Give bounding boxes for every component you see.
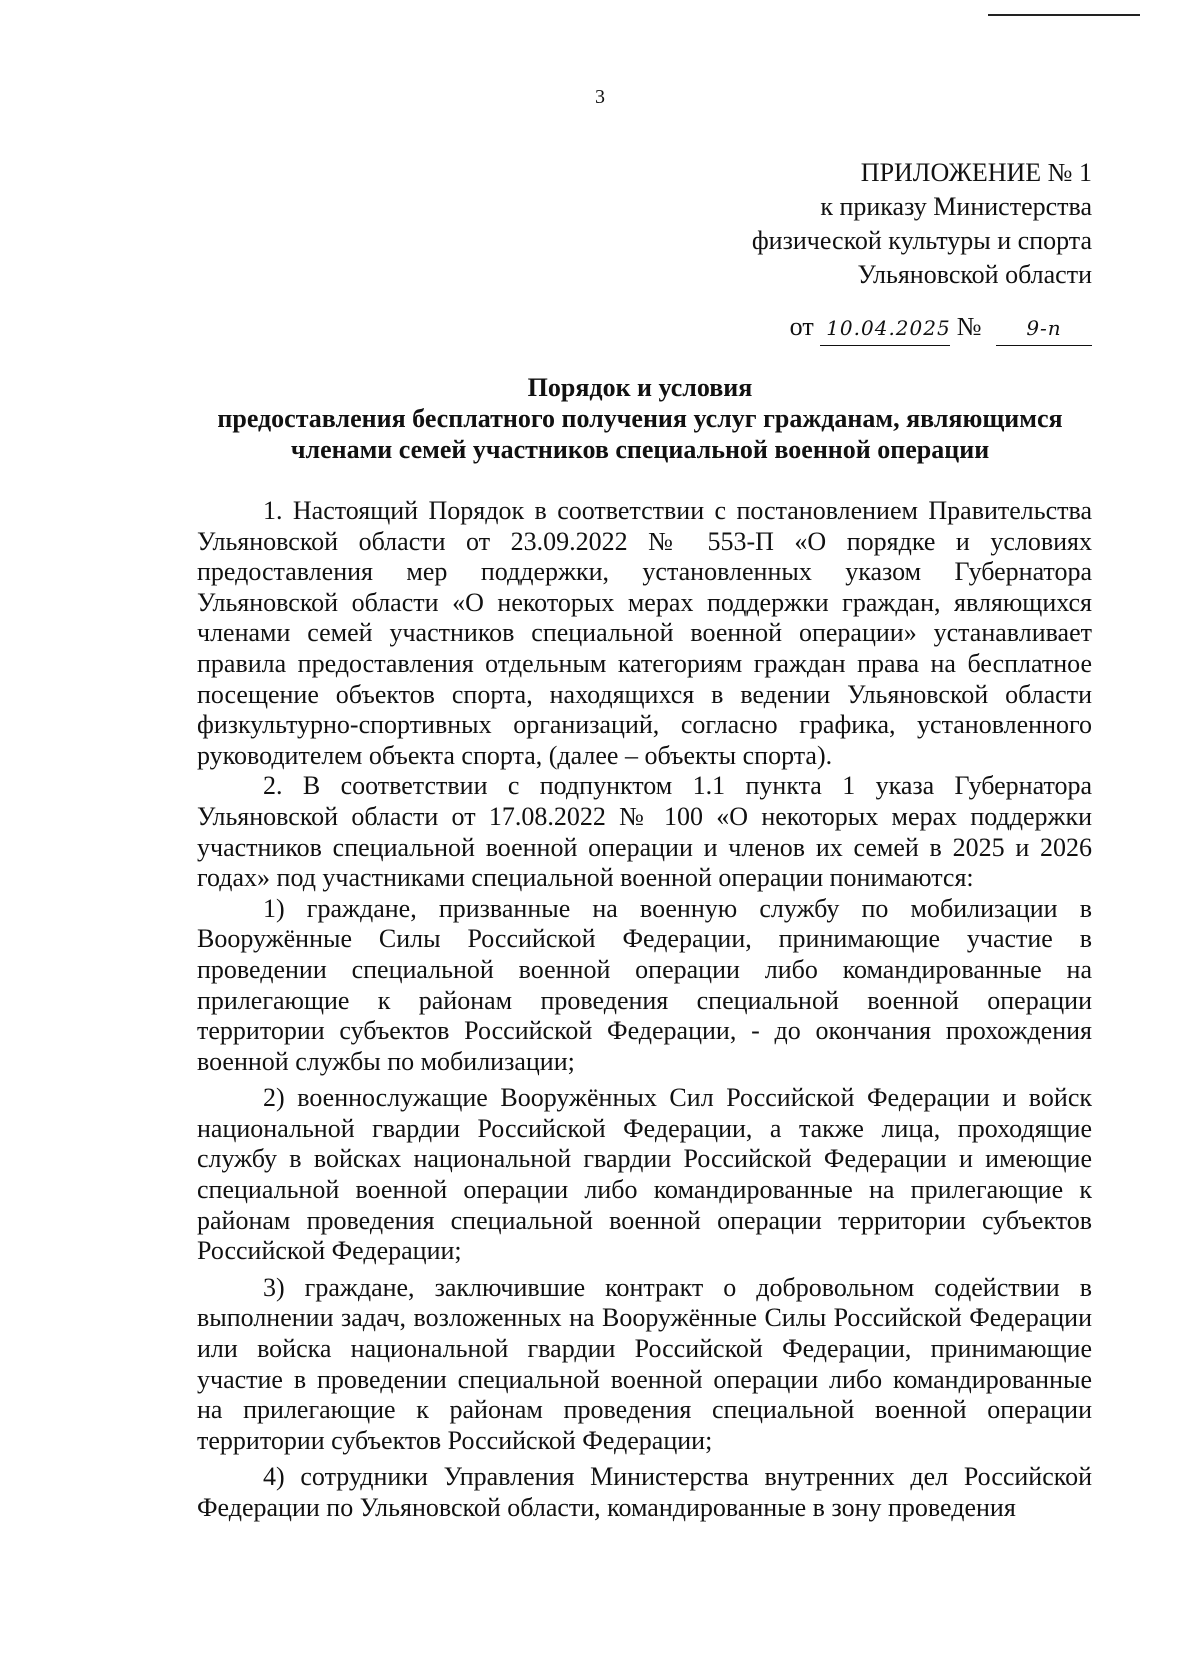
order-number-handwritten: 9-п <box>996 311 1092 346</box>
paragraph-1: 1. Настоящий Порядок в соответствии с постановлением Правительства Ульяновской области от 23.09.2022 № 553-П «О порядке и условиях предоставления мер поддержки, установленных указом Губернатора Ульяновской области «О некоторых мерах поддержки граждан, являющихся членами семей участников специальной военной операции» устанавливает правила предоставления отдельным категориям граждан права на бесплатное посещение объектов спорта, находящихся в ведении Ульяновской области физкультурно-спортивных организаций, согласно графика, установленного руководителем объекта спорта, (далее – объекты спорта). <box>197 496 1092 770</box>
document-body <box>197 496 1092 1524</box>
list-item-2: 2) военнослужащие Вооружённых Сил Российской Федерации и войск национальной гвардии Российской Федерации, а также лица, проходящие службу в войсках национальной гвардии Российской Федерации и имеющие специальной военной операции либо командированные на прилегающие к районам проведения специальной военной операции территории субъектов Российской Федерации; <box>197 1083 1092 1266</box>
appendix-line: физической культуры и спорта <box>751 226 1092 255</box>
list-item-3: 3) граждане, заключившие контракт о добровольном содействии в выполнении задач, возложенных на Вооружённые Силы Российской Федерации или войска национальной гвардии Российской Федерации, принимающие участие в проведении специальной военной операции либо командированные на прилегающие к районам проведения специальной военной операции территории субъектов Российской Федерации; <box>197 1272 1092 1455</box>
list-item-1: 1) граждане, призванные на военную службу по мобилизации в Вооружённые Силы Российской Федерации, принимающие участие в проведении специальной военной операции либо командированные на прилегающие к районам проведения специальной военной операции территории субъектов Российской Федерации, - до окончания прохождения военной службы по мобилизации; <box>197 893 1092 1076</box>
appendix-block <box>752 156 1092 292</box>
appendix-title: ПРИЛОЖЕНИЕ № 1 <box>860 158 1092 187</box>
title-line: членами семей участников специальной военной операции <box>290 435 990 464</box>
appendix-line: к приказу Министерства <box>820 192 1092 221</box>
title-line: Порядок и условия <box>527 373 753 402</box>
appendix-line: Ульяновской области <box>857 260 1092 289</box>
document-title <box>190 372 1090 465</box>
top-rule <box>988 14 1140 16</box>
list-item-4: 4) сотрудники Управления Министерства внутренних дел Российской Федерации по Ульяновской области, командированные в зону проведения <box>197 1462 1092 1522</box>
page-number: 3 <box>595 86 605 108</box>
order-from-label: от <box>789 312 814 341</box>
paragraph-2: 2. В соответствии с подпунктом 1.1 пункта 1 указа Губернатора Ульяновской области от 17.08.2022 № 100 «О некоторых мерах поддержки участников специальной военной операции и членов их семей в 2025 и 2026 годах» под участниками специальной военной операции понимаются: <box>197 771 1092 893</box>
order-number-label: № <box>956 312 982 341</box>
title-line: предоставления бесплатного получения услуг гражданам, являющимся <box>217 404 1063 433</box>
order-date-handwritten: 10.04.2025 <box>820 311 950 346</box>
order-line <box>790 310 1092 346</box>
